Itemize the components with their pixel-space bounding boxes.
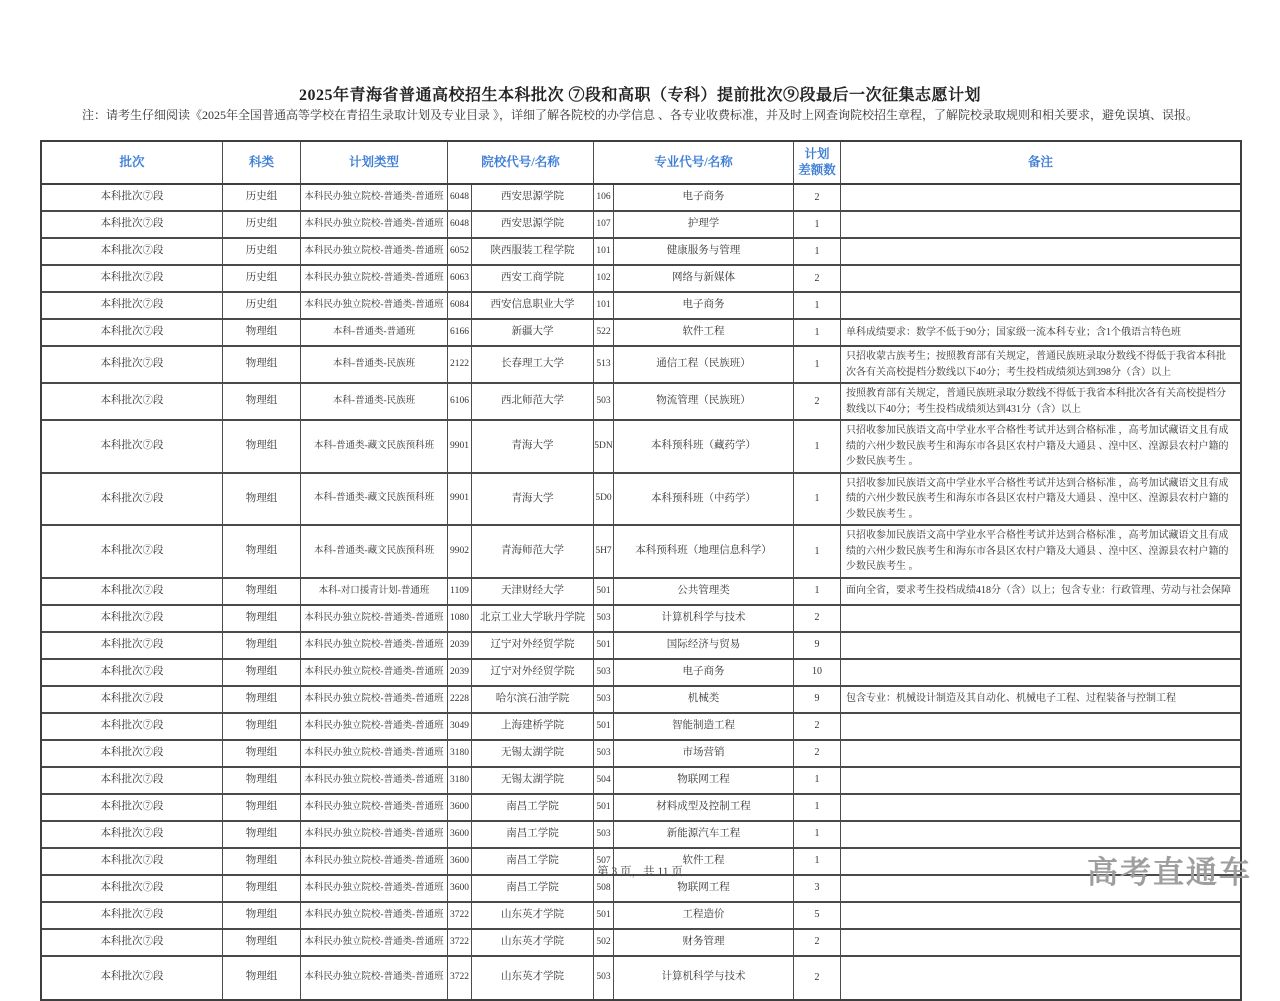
cell-subject: 历史组 [223, 293, 301, 318]
cell-plan-type: 本科民办独立院校-普通类-普通班 [301, 239, 448, 264]
cell-college-name: 上海建桥学院 [472, 714, 594, 739]
table-row [42, 293, 1240, 320]
cell-batch: 本科批次⑦段 [42, 474, 223, 525]
cell-college-name: 山东英才学院 [472, 903, 594, 928]
cell-remark [841, 741, 1240, 766]
cell-quota: 2 [794, 930, 841, 955]
cell-quota: 1 [794, 474, 841, 525]
cell-college-name: 天津财经大学 [472, 579, 594, 604]
cell-major-name: 护理学 [614, 212, 794, 237]
cell-college-name: 西北师范大学 [472, 384, 594, 419]
table-row [42, 876, 1240, 903]
cell-major-name: 本科预科班（地理信息科学） [614, 526, 794, 577]
cell-quota: 1 [794, 347, 841, 382]
cell-major-code: 502 [594, 930, 614, 955]
cell-plan-type: 本科民办独立院校-普通类-普通班 [301, 633, 448, 658]
table-row [42, 957, 1240, 999]
table-row [42, 768, 1240, 795]
table-row [42, 421, 1240, 474]
header-subject: 科类 [223, 142, 301, 183]
header-quota [794, 142, 841, 183]
cell-subject: 物理组 [223, 421, 301, 472]
cell-batch: 本科批次⑦段 [42, 660, 223, 685]
cell-major-code: 513 [594, 347, 614, 382]
cell-batch: 本科批次⑦段 [42, 266, 223, 291]
cell-plan-type: 本科民办独立院校-普通类-普通班 [301, 687, 448, 712]
cell-batch: 本科批次⑦段 [42, 930, 223, 955]
cell-quota: 1 [794, 768, 841, 793]
table-row [42, 266, 1240, 293]
cell-major-name: 材料成型及控制工程 [614, 795, 794, 820]
cell-plan-type: 本科民办独立院校-普通类-普通班 [301, 876, 448, 901]
cell-subject: 物理组 [223, 687, 301, 712]
cell-major-name: 公共管理类 [614, 579, 794, 604]
cell-remark: 只招收蒙古族考生；按照教育部有关规定，普通民族班录取分数线不得低于我省本科批次各有关高校提档分数线以下40分；考生投档成绩须达到398分（含）以上 [846, 351, 1226, 378]
cell-college-name: 北京工业大学耿丹学院 [472, 606, 594, 631]
cell-subject: 物理组 [223, 795, 301, 820]
cell-batch: 本科批次⑦段 [42, 768, 223, 793]
page-note: 注：请考生仔细阅读《2025年全国普通高等学校在青招生录取计划及专业目录 》，详细了解各院校的办学信息 、各专业收费标准，并及时上网查询院校招生章程，了解院校录取规则和相关要求，避免误填、误报。 [81, 108, 1198, 122]
cell-plan-type: 本科民办独立院校-普通类-普通班 [301, 849, 448, 874]
cell-plan-type: 本科民办独立院校-普通类-普通班 [301, 903, 448, 928]
cell-subject: 物理组 [223, 474, 301, 525]
cell-college-code: 3722 [448, 930, 472, 955]
cell-plan-type: 本科民办独立院校-普通类-普通班 [301, 741, 448, 766]
cell-major-code: 102 [594, 266, 614, 291]
cell-college-code: 6048 [448, 212, 472, 237]
cell-major-code: 101 [594, 293, 614, 318]
cell-plan-type: 本科民办独立院校-普通类-普通班 [301, 768, 448, 793]
table-row [42, 579, 1240, 606]
cell-college-code: 3600 [448, 876, 472, 901]
cell-major-name: 电子商务 [614, 185, 794, 210]
table-row [42, 687, 1240, 714]
cell-major-name: 网络与新媒体 [614, 266, 794, 291]
table-row [42, 741, 1240, 768]
cell-major-name: 本科预科班（中药学） [614, 474, 794, 525]
cell-plan-type: 本科民办独立院校-普通类-普通班 [301, 714, 448, 739]
table-row [42, 660, 1240, 687]
cell-major-code: 5H7 [594, 526, 614, 577]
cell-major-code: 507 [594, 849, 614, 874]
cell-batch: 本科批次⑦段 [42, 347, 223, 382]
cell-college-name: 青海大学 [472, 474, 594, 525]
cell-major-name: 电子商务 [614, 293, 794, 318]
cell-major-code: 503 [594, 822, 614, 847]
cell-major-name: 机械类 [614, 687, 794, 712]
cell-college-name: 无锡太湖学院 [472, 768, 594, 793]
cell-college-code: 3180 [448, 741, 472, 766]
cell-quota: 1 [794, 849, 841, 874]
cell-plan-type: 本科民办独立院校-普通类-普通班 [301, 957, 448, 999]
cell-major-code: 501 [594, 633, 614, 658]
cell-batch: 本科批次⑦段 [42, 579, 223, 604]
cell-college-code: 6106 [448, 384, 472, 419]
cell-remark: 只招收参加民族语文高中学业水平合格性考试并达到合格标准 ，高考加试藏语文且有成绩的六州少数民族考生和海东市各县区农村户籍及大通县 、湟中区、湟源县农村户籍的少数民族考生 。 [846, 425, 1229, 467]
table-row [42, 474, 1240, 527]
cell-college-code: 6166 [448, 320, 472, 345]
cell-major-name: 物流管理（民族班） [614, 384, 794, 419]
table-row [42, 930, 1240, 957]
cell-subject: 物理组 [223, 876, 301, 901]
cell-quota: 1 [794, 526, 841, 577]
cell-remark [841, 239, 1240, 264]
cell-college-code: 2039 [448, 633, 472, 658]
cell-batch: 本科批次⑦段 [42, 687, 223, 712]
header-college: 院校代号/名称 [448, 142, 594, 183]
table-row [42, 795, 1240, 822]
cell-major-code: 501 [594, 714, 614, 739]
cell-quota: 1 [794, 239, 841, 264]
cell-remark [841, 795, 1240, 820]
watermark-logo: 高考直通车 [1087, 855, 1252, 890]
cell-college-name: 青海大学 [472, 421, 594, 472]
cell-batch: 本科批次⑦段 [42, 957, 223, 999]
cell-quota: 1 [794, 421, 841, 472]
cell-college-code: 2228 [448, 687, 472, 712]
cell-college-code: 9902 [448, 526, 472, 577]
cell-subject: 物理组 [223, 606, 301, 631]
cell-batch: 本科批次⑦段 [42, 421, 223, 472]
cell-plan-type: 本科-普通类-藏文民族预科班 [301, 421, 448, 472]
cell-college-code: 1080 [448, 606, 472, 631]
cell-college-code: 3600 [448, 849, 472, 874]
header-batch: 批次 [42, 142, 223, 183]
cell-quota: 2 [794, 185, 841, 210]
cell-college-code: 2122 [448, 347, 472, 382]
cell-college-code: 6052 [448, 239, 472, 264]
cell-college-name: 无锡太湖学院 [472, 741, 594, 766]
cell-subject: 物理组 [223, 633, 301, 658]
cell-batch: 本科批次⑦段 [42, 212, 223, 237]
header-remark: 备注 [1027, 154, 1053, 169]
cell-major-name: 国际经济与贸易 [614, 633, 794, 658]
cell-subject: 物理组 [223, 320, 301, 345]
cell-plan-type: 本科民办独立院校-普通类-普通班 [301, 822, 448, 847]
table-row [42, 384, 1240, 421]
cell-quota: 9 [794, 687, 841, 712]
cell-college-name: 哈尔滨石油学院 [472, 687, 594, 712]
cell-college-code: 3600 [448, 795, 472, 820]
cell-college-name: 陕西服装工程学院 [472, 239, 594, 264]
cell-major-code: 504 [594, 768, 614, 793]
table-row [42, 714, 1240, 741]
cell-plan-type: 本科民办独立院校-普通类-普通班 [301, 212, 448, 237]
cell-college-code: 9901 [448, 421, 472, 472]
cell-college-name: 辽宁对外经贸学院 [472, 660, 594, 685]
cell-major-code: 501 [594, 795, 614, 820]
cell-major-name: 软件工程 [614, 320, 794, 345]
cell-batch: 本科批次⑦段 [42, 633, 223, 658]
cell-batch: 本科批次⑦段 [42, 526, 223, 577]
cell-major-code: 5DN [594, 421, 614, 472]
cell-remark [841, 930, 1240, 955]
cell-batch: 本科批次⑦段 [42, 741, 223, 766]
cell-remark [841, 212, 1240, 237]
cell-college-code: 3049 [448, 714, 472, 739]
cell-remark: 面向全省，要求考生投档成绩418分（含）以上；包含专业：行政管理、劳动与社会保障 [846, 585, 1231, 597]
cell-plan-type: 本科-普通类-民族班 [301, 384, 448, 419]
cell-remark [841, 714, 1240, 739]
cell-remark [841, 293, 1240, 318]
cell-major-code: 503 [594, 660, 614, 685]
cell-plan-type: 本科民办独立院校-普通类-普通班 [301, 293, 448, 318]
header-plan-type: 计划类型 [301, 142, 448, 183]
cell-quota: 10 [794, 660, 841, 685]
cell-college-name: 青海师范大学 [472, 526, 594, 577]
cell-remark: 只招收参加民族语文高中学业水平合格性考试并达到合格标准 ，高考加试藏语文且有成绩的六州少数民族考生和海东市各县区农村户籍及大通县 、湟中区、湟源县农村户籍的少数民族考生 。 [846, 477, 1229, 520]
cell-subject: 物理组 [223, 768, 301, 793]
cell-subject: 物理组 [223, 957, 301, 999]
cell-quota: 2 [794, 714, 841, 739]
cell-batch: 本科批次⑦段 [42, 795, 223, 820]
cell-subject: 物理组 [223, 849, 301, 874]
cell-college-code: 1109 [448, 579, 472, 604]
cell-quota: 1 [794, 822, 841, 847]
cell-college-name: 辽宁对外经贸学院 [472, 633, 594, 658]
cell-remark: 单科成绩要求：数学不低于90分；国家级一流本科专业；含1个俄语言特色班 [846, 326, 1181, 338]
cell-major-code: 522 [594, 320, 614, 345]
cell-major-code: 5D0 [594, 474, 614, 525]
cell-remark [841, 185, 1240, 210]
header-quota-line1: 计划 [804, 146, 830, 161]
cell-remark [841, 768, 1240, 793]
cell-subject: 物理组 [223, 903, 301, 928]
cell-batch: 本科批次⑦段 [42, 714, 223, 739]
cell-quota: 1 [794, 795, 841, 820]
cell-plan-type: 本科-对口援青计划-普通班 [301, 579, 448, 604]
table-row [42, 526, 1240, 579]
cell-subject: 物理组 [223, 347, 301, 382]
cell-major-name: 软件工程 [614, 849, 794, 874]
cell-major-code: 503 [594, 741, 614, 766]
cell-subject: 历史组 [223, 266, 301, 291]
cell-subject: 物理组 [223, 741, 301, 766]
table-row [42, 903, 1240, 930]
cell-quota: 1 [794, 320, 841, 345]
cell-college-code: 3722 [448, 903, 472, 928]
page-number: 第 3 页，共 11 页 [597, 866, 683, 878]
cell-college-name: 西安信息职业大学 [472, 293, 594, 318]
table-row [42, 822, 1240, 849]
cell-college-name: 西安思源学院 [472, 185, 594, 210]
cell-plan-type: 本科-普通类-民族班 [301, 347, 448, 382]
cell-subject: 物理组 [223, 579, 301, 604]
page-title: 2025年青海省普通高校招生本科批次 ⑦段和高职（专科）提前批次⑨段最后一次征集志愿计划 [298, 87, 981, 104]
cell-major-code: 101 [594, 239, 614, 264]
cell-college-name: 新疆大学 [472, 320, 594, 345]
cell-major-name: 通信工程（民族班） [614, 347, 794, 382]
cell-major-name: 智能制造工程 [614, 714, 794, 739]
cell-major-code: 508 [594, 876, 614, 901]
cell-major-name: 计算机科学与技术 [614, 606, 794, 631]
cell-college-name: 西安思源学院 [472, 212, 594, 237]
cell-batch: 本科批次⑦段 [42, 606, 223, 631]
table-row [42, 212, 1240, 239]
cell-major-name: 物联网工程 [614, 876, 794, 901]
cell-major-code: 503 [594, 687, 614, 712]
cell-plan-type: 本科民办独立院校-普通类-普通班 [301, 795, 448, 820]
table-row [42, 606, 1240, 633]
table-row [42, 320, 1240, 347]
cell-remark: 按照教育部有关规定，普通民族班录取分数线不得低于我省本科批次各有关高校提档分数线以下40分；考生投档成绩须达到431分（含）以上 [846, 388, 1226, 415]
cell-quota: 2 [794, 384, 841, 419]
table-row [42, 239, 1240, 266]
cell-subject: 物理组 [223, 660, 301, 685]
cell-quota: 9 [794, 633, 841, 658]
cell-major-name: 电子商务 [614, 660, 794, 685]
cell-plan-type: 本科-普通类-藏文民族预科班 [301, 474, 448, 525]
cell-batch: 本科批次⑦段 [42, 320, 223, 345]
cell-remark [841, 957, 1240, 999]
cell-college-name: 山东英才学院 [472, 930, 594, 955]
cell-plan-type: 本科民办独立院校-普通类-普通班 [301, 266, 448, 291]
cell-remark [841, 822, 1240, 847]
cell-remark [841, 606, 1240, 631]
cell-major-name: 工程造价 [614, 903, 794, 928]
cell-remark [841, 903, 1240, 928]
cell-major-code: 503 [594, 606, 614, 631]
cell-college-name: 南昌工学院 [472, 795, 594, 820]
table-row [42, 347, 1240, 384]
cell-college-code: 3600 [448, 822, 472, 847]
cell-batch: 本科批次⑦段 [42, 822, 223, 847]
cell-college-name: 南昌工学院 [472, 822, 594, 847]
cell-remark [841, 266, 1240, 291]
cell-plan-type: 本科民办独立院校-普通类-普通班 [301, 185, 448, 210]
cell-plan-type: 本科民办独立院校-普通类-普通班 [301, 606, 448, 631]
cell-batch: 本科批次⑦段 [42, 239, 223, 264]
cell-quota: 5 [794, 903, 841, 928]
cell-major-name: 新能源汽车工程 [614, 822, 794, 847]
cell-college-code: 3180 [448, 768, 472, 793]
cell-major-code: 501 [594, 903, 614, 928]
cell-plan-type: 本科民办独立院校-普通类-普通班 [301, 660, 448, 685]
cell-plan-type: 本科民办独立院校-普通类-普通班 [301, 930, 448, 955]
cell-college-code: 2039 [448, 660, 472, 685]
cell-subject: 历史组 [223, 239, 301, 264]
table-row [42, 185, 1240, 212]
cell-plan-type: 本科-普通类-藏文民族预科班 [301, 526, 448, 577]
cell-remark: 包含专业：机械设计制造及其自动化、机械电子工程、过程装备与控制工程 [846, 693, 1176, 705]
cell-subject: 物理组 [223, 384, 301, 419]
cell-college-name: 长春理工大学 [472, 347, 594, 382]
cell-batch: 本科批次⑦段 [42, 185, 223, 210]
cell-college-name: 西安工商学院 [472, 266, 594, 291]
cell-quota: 3 [794, 876, 841, 901]
cell-quota: 1 [794, 579, 841, 604]
cell-major-name: 健康服务与管理 [614, 239, 794, 264]
cell-batch: 本科批次⑦段 [42, 876, 223, 901]
table-row [42, 633, 1240, 660]
cell-major-name: 物联网工程 [614, 768, 794, 793]
cell-batch: 本科批次⑦段 [42, 849, 223, 874]
cell-remark [841, 660, 1240, 685]
cell-major-code: 107 [594, 212, 614, 237]
cell-batch: 本科批次⑦段 [42, 384, 223, 419]
cell-college-name: 南昌工学院 [472, 849, 594, 874]
cell-batch: 本科批次⑦段 [42, 903, 223, 928]
cell-subject: 历史组 [223, 212, 301, 237]
cell-quota: 2 [794, 606, 841, 631]
cell-major-code: 503 [594, 957, 614, 999]
cell-quota: 1 [794, 212, 841, 237]
cell-subject: 物理组 [223, 822, 301, 847]
table-header-row [42, 142, 1240, 185]
cell-subject: 物理组 [223, 930, 301, 955]
cell-major-name: 计算机科学与技术 [614, 957, 794, 999]
cell-college-code: 6063 [448, 266, 472, 291]
cell-major-name: 市场营销 [614, 741, 794, 766]
cell-quota: 1 [794, 293, 841, 318]
cell-subject: 历史组 [223, 185, 301, 210]
cell-quota: 2 [794, 957, 841, 999]
cell-major-code: 501 [594, 579, 614, 604]
cell-quota: 2 [794, 741, 841, 766]
cell-remark [841, 633, 1240, 658]
cell-major-code: 503 [594, 384, 614, 419]
cell-college-code: 6048 [448, 185, 472, 210]
cell-plan-type: 本科-普通类-普通班 [301, 320, 448, 345]
cell-college-code: 3722 [448, 957, 472, 999]
cell-college-code: 6084 [448, 293, 472, 318]
cell-quota: 2 [794, 266, 841, 291]
cell-college-code: 9901 [448, 474, 472, 525]
cell-college-name: 南昌工学院 [472, 876, 594, 901]
header-quota-line2: 差额数 [798, 162, 836, 177]
cell-batch: 本科批次⑦段 [42, 293, 223, 318]
header-major: 专业代号/名称 [594, 142, 794, 183]
cell-college-name: 山东英才学院 [472, 957, 594, 999]
cell-subject: 物理组 [223, 714, 301, 739]
cell-subject: 物理组 [223, 526, 301, 577]
cell-remark: 只招收参加民族语文高中学业水平合格性考试并达到合格标准 ，高考加试藏语文且有成绩的六州少数民族考生和海东市各县区农村户籍及大通县 、湟中区、湟源县农村户籍的少数民族考生 。 [846, 530, 1229, 572]
cell-major-name: 财务管理 [614, 930, 794, 955]
cell-major-code: 106 [594, 185, 614, 210]
cell-major-name: 本科预科班（藏药学） [614, 421, 794, 472]
